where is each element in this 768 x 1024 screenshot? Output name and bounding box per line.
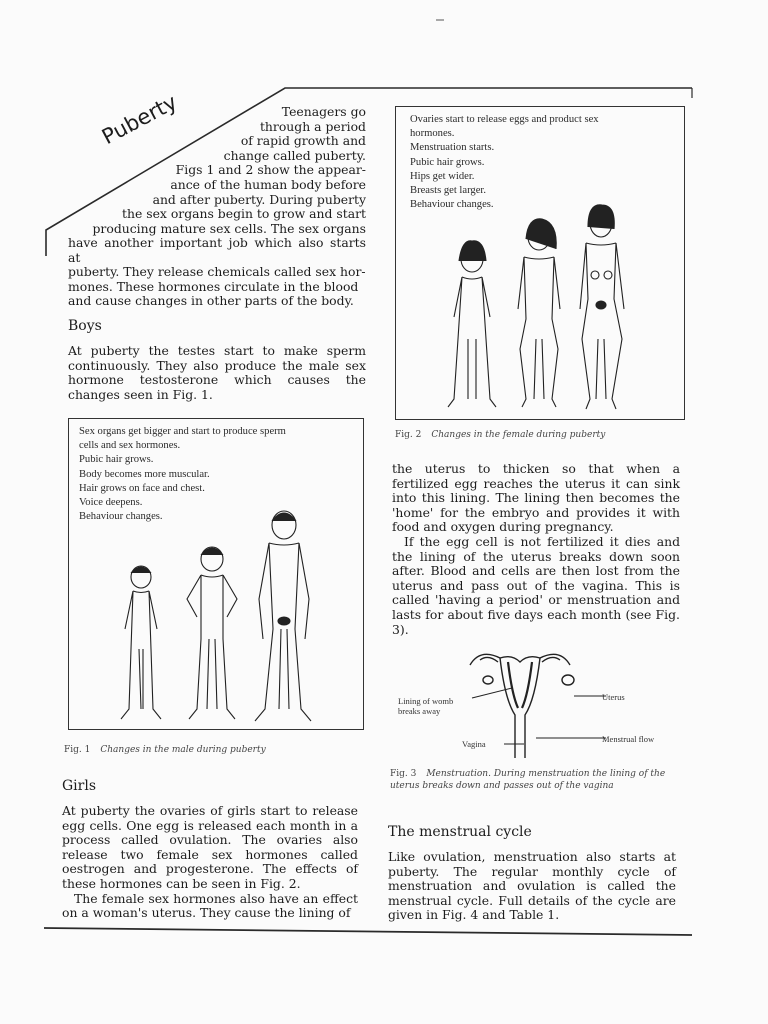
intro-line: producing mature sex cells. The sex organs bbox=[92, 220, 366, 236]
female-figures-illustration bbox=[396, 199, 684, 417]
list-item: hormones. bbox=[410, 128, 455, 140]
figure-3-caption bbox=[390, 768, 665, 792]
intro-line: mones. These hormones circulate in the blood bbox=[68, 278, 359, 294]
figure-2-box bbox=[395, 106, 685, 420]
page-title: Puberty bbox=[98, 89, 181, 150]
figure-1-box bbox=[68, 418, 364, 730]
list-item: cells and sex hormones. bbox=[79, 440, 181, 452]
diagram-pointer-lines bbox=[470, 680, 610, 760]
intro-text bbox=[64, 105, 366, 236]
figure-1-label: Fig. 1 bbox=[64, 745, 91, 755]
intro-line: and cause changes in other parts of the body. bbox=[68, 293, 354, 309]
intro-line: have another important job which also starts at bbox=[68, 235, 366, 265]
girls-text bbox=[62, 804, 358, 921]
intro-line: the sex organs begin to grow and start bbox=[121, 206, 366, 222]
figure-1-caption bbox=[64, 745, 266, 755]
uterus-paragraph-2: If the egg cell is not fertilized it dies and the lining of the uterus breaks down soon after. Blood and cells are then lost from the uterus and pass out of the vagina. This is called 'having a period' or menstruation and lasts for about five days each month (see Fig. 3). bbox=[392, 533, 680, 637]
intro-line: and after puberty. During puberty bbox=[152, 191, 366, 207]
list-item: Voice deepens. bbox=[79, 497, 143, 509]
list-item: Hips get wider. bbox=[410, 170, 475, 182]
list-item: Body becomes more muscular. bbox=[79, 468, 210, 480]
label-menstrual-flow: Menstrual flow bbox=[602, 734, 655, 744]
uterus-paragraph-1: the uterus to thicken so that when a fertilized egg reaches the uterus it can sink into this lining. The lining then becomes the 'home' for the embryo and provides it with food and oxygen during pregnancy. bbox=[392, 461, 680, 535]
intro-line: change called puberty. bbox=[223, 147, 366, 163]
figure-3-caption-line-1: Menstruation. During menstruation the lining of the bbox=[426, 769, 666, 779]
girls-paragraph-2: The female sex hormones also have an effect on a woman's uterus. They cause the lining of bbox=[62, 890, 358, 921]
figure-2-list bbox=[410, 113, 670, 212]
figure-3-label: Fig. 3 bbox=[390, 769, 417, 779]
intro-line: ance of the human body before bbox=[170, 176, 366, 192]
list-item: Pubic hair grows. bbox=[410, 156, 485, 168]
figure-3-caption-line-2: uterus breaks down and passes out of the vagina bbox=[390, 781, 614, 791]
list-item: Pubic hair grows. bbox=[79, 454, 154, 466]
girls-heading: Girls bbox=[62, 778, 97, 794]
figure-2-caption-text: Changes in the female during puberty bbox=[431, 430, 606, 440]
list-item: Behaviour changes. bbox=[79, 511, 163, 523]
menstrual-cycle-text: Like ovulation, menstruation also starts at puberty. The regular monthly cycle of menstruation and ovulation is called the menstrual cycle. Full details of the cycle are given in Fig. 4 and Table 1. bbox=[388, 849, 676, 923]
intro-text-full-width bbox=[68, 236, 366, 309]
intro-line: puberty. They release chemicals called sex hor- bbox=[68, 264, 366, 280]
figure-2-caption bbox=[395, 430, 605, 440]
list-item: Hair grows on face and chest. bbox=[79, 482, 205, 494]
list-item: Ovaries start to release eggs and product sex bbox=[410, 114, 599, 125]
label-lining-line-1: Lining of womb bbox=[398, 696, 454, 706]
intro-line: through a period bbox=[259, 118, 366, 134]
intro-line: Figs 1 and 2 show the appear- bbox=[175, 162, 366, 178]
label-lining bbox=[398, 696, 453, 716]
list-item: Sex organs get bigger and start to produce sperm bbox=[79, 426, 286, 437]
figure-1-caption-text: Changes in the male during puberty bbox=[100, 745, 266, 755]
boys-text: At puberty the testes start to make sperm continuously. They also produce the male sex hormone testosterone which causes the changes seen in Fig. 1. bbox=[68, 343, 366, 402]
boys-heading: Boys bbox=[68, 318, 102, 334]
label-uterus: Uterus bbox=[602, 692, 625, 702]
girls-paragraph-1: At puberty the ovaries of girls start to release egg cells. One egg is released each month in a process called ovulation. The ovaries also release two female sex hormones called oestrogen and progesterone. The effects of these hormones can be seen in Fig. 2. bbox=[62, 803, 358, 891]
figure-2-label: Fig. 2 bbox=[395, 430, 422, 440]
list-item: Menstruation starts. bbox=[410, 142, 495, 154]
intro-line: Teenagers go bbox=[281, 104, 366, 119]
uterus-text bbox=[392, 462, 680, 637]
list-item: Breasts get larger. bbox=[410, 185, 486, 197]
list-item: Behaviour changes. bbox=[410, 199, 494, 211]
menstrual-cycle-heading: The menstrual cycle bbox=[388, 824, 532, 840]
intro-line: of rapid growth and bbox=[240, 133, 366, 149]
male-figures-illustration bbox=[69, 499, 363, 729]
label-vagina: Vagina bbox=[462, 739, 486, 749]
label-lining-line-2: breaks away bbox=[398, 706, 441, 716]
